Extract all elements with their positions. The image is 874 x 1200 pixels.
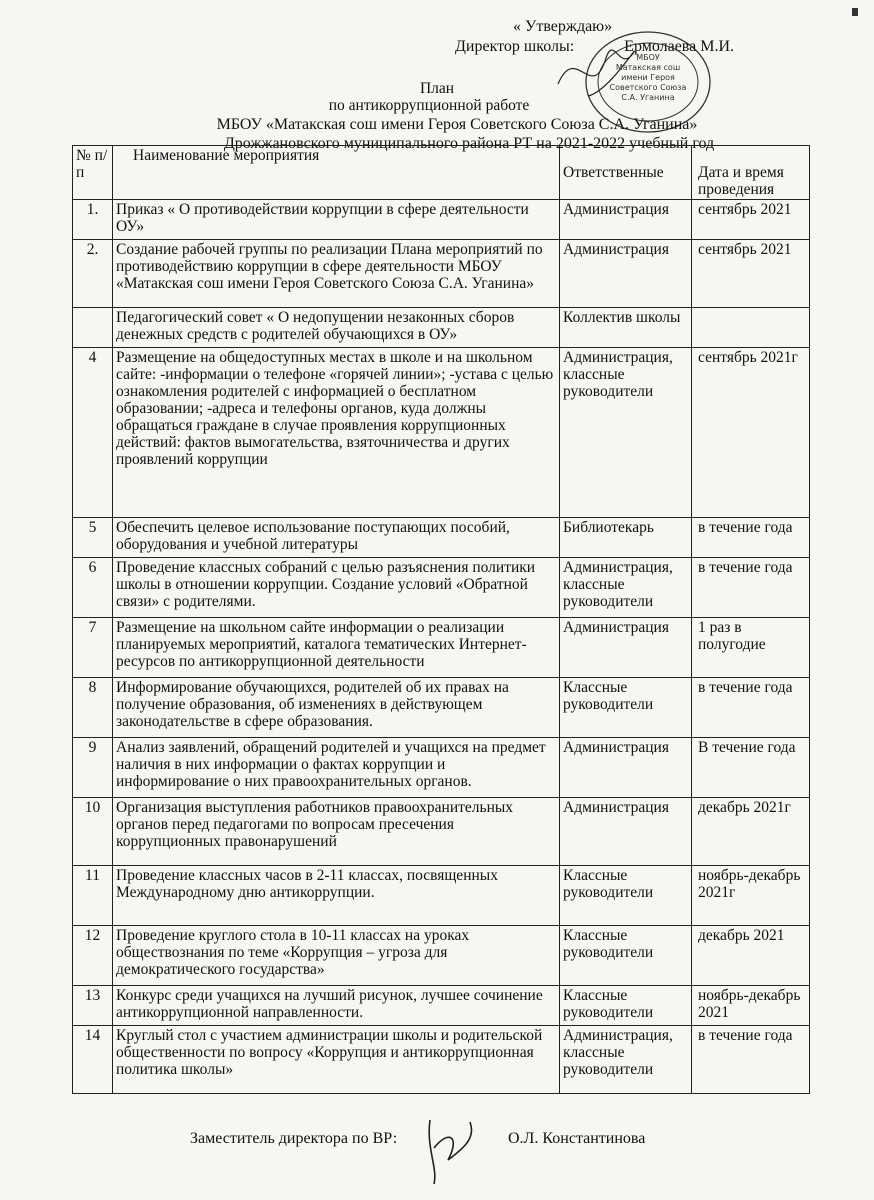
row-responsible: Классные руководители: [560, 678, 692, 738]
approval-name: Ермолаева М.И.: [624, 38, 735, 55]
svg-text:имени Героя: имени Героя: [621, 73, 675, 82]
table-row: [73, 986, 810, 1026]
row-name: Анализ заявлений, обращений родителей и учащихся на предмет наличия в них информации о фактах коррупции и информирование о них правоохранительных органов.: [113, 738, 560, 798]
table-row: [73, 618, 810, 678]
svg-text:Матакская сош: Матакская сош: [615, 63, 681, 72]
plan-school-name: МБОУ «Матакская сош имени Героя Советского Союза С.А. Уганина»: [216, 116, 698, 133]
row-name: Проведение классных собраний с целью разъяснения политики школы в отношении коррупции. Создание условий «Обратной связи» с родителями.: [113, 558, 560, 618]
svg-text:С.А. Уганина: С.А. Уганина: [621, 93, 675, 102]
row-responsible: Классные руководители: [560, 926, 692, 986]
row-name: Обеспечить целевое использование поступающих пособий, оборудования и учебной литературы: [113, 518, 560, 558]
row-num: 14: [73, 1026, 113, 1094]
table-row: [73, 866, 810, 926]
row-name: Круглый стол с участием администрации школы и родительской общественности по вопросу «Коррупция и антикоррупционная политика школы»: [113, 1026, 560, 1094]
row-name: Педагогический совет « О недопущении незаконных сборов денежных средств с родителей обучающихся в ОУ»: [113, 308, 560, 348]
row-num: 2.: [73, 240, 113, 308]
table-row: [73, 738, 810, 798]
row-date: сентябрь 2021: [692, 240, 810, 308]
scan-mark: [852, 8, 858, 16]
row-name: Проведение классных часов в 2-11 классах, посвященных Международному дню антикоррупции.: [113, 866, 560, 926]
row-name: Конкурс среди учащихся на лучший рисунок, лучшее сочинение антикоррупционной направленности.: [113, 986, 560, 1026]
plan-subtitle: по антикоррупционной работе: [328, 97, 530, 114]
deputy-signature: [420, 1108, 490, 1188]
row-date: сентябрь 2021г: [692, 348, 810, 518]
row-date: ноябрь-декабрь 2021: [692, 986, 810, 1026]
table-row: [73, 348, 810, 518]
header-name: Наименование мероприятия: [113, 146, 560, 200]
table-row: [73, 200, 810, 240]
row-date: 1 раз в полугодие: [692, 618, 810, 678]
row-date: декабрь 2021г: [692, 798, 810, 866]
header-responsible: Ответственные: [560, 146, 692, 200]
row-responsible: Классные руководители: [560, 986, 692, 1026]
table-row: [73, 926, 810, 986]
row-num: 6: [73, 558, 113, 618]
row-num: 10: [73, 798, 113, 866]
row-date: [692, 308, 810, 348]
row-date: в течение года: [692, 678, 810, 738]
row-responsible: Администрация: [560, 240, 692, 308]
svg-text:МБОУ: МБОУ: [636, 53, 660, 62]
row-name: Организация выступления работников правоохранительных органов перед педагогами по вопросам пресечения коррупционных правонарушений: [113, 798, 560, 866]
row-responsible: Администрация: [560, 200, 692, 240]
row-date: декабрь 2021: [692, 926, 810, 986]
table-row: [73, 518, 810, 558]
plan-district-year: Дрожжановского муниципального района РТ на 2021-2022 учебный год: [223, 135, 715, 152]
table-row: [73, 678, 810, 738]
header-num: № п/п: [73, 146, 113, 200]
approval-position: Директор школы:: [455, 38, 575, 55]
svg-text:Советского Союза: Советского Союза: [609, 83, 687, 92]
row-date: в течение года: [692, 518, 810, 558]
row-num: 5: [73, 518, 113, 558]
row-num: 13: [73, 986, 113, 1026]
row-num: 1.: [73, 200, 113, 240]
row-name: Размещение на общедоступных местах в школе и на школьном сайте: -информации о телефоне «горячей линии»; -устава с целью ознакомления родителей с информацией о бесплатном образовании; -адреса и телефоны органов, куда должны обращаться граждане в случае проявления коррупционных действий: фактов вымогательства, взяточничества и других проявлений коррупции: [113, 348, 560, 518]
row-name: Информирование обучающихся, родителей об их правах на получение образования, об изменениях в действующем законодательстве в сфере образования.: [113, 678, 560, 738]
table-row: [73, 798, 810, 866]
row-responsible: Администрация, классные руководители: [560, 348, 692, 518]
row-date: в течение года: [692, 1026, 810, 1094]
table-row: [73, 308, 810, 348]
row-responsible: Администрация: [560, 798, 692, 866]
header-date: Дата и время проведения: [692, 146, 810, 200]
row-num: 7: [73, 618, 113, 678]
row-responsible: Библиотекарь: [560, 518, 692, 558]
row-num: 11: [73, 866, 113, 926]
table-row: [73, 240, 810, 308]
row-date: сентябрь 2021: [692, 200, 810, 240]
plan-title: План: [419, 80, 455, 97]
row-num: [73, 308, 113, 348]
row-responsible: Коллектив школы: [560, 308, 692, 348]
row-name: Проведение круглого стола в 10-11 классах на уроках обществознания по теме «Коррупция – угроза для демократического государства»: [113, 926, 560, 986]
row-responsible: Администрация: [560, 618, 692, 678]
row-responsible: Администрация: [560, 738, 692, 798]
row-num: 9: [73, 738, 113, 798]
approval-heading: « Утверждаю»: [513, 18, 613, 35]
table-header-row: [73, 146, 810, 200]
row-num: 12: [73, 926, 113, 986]
table-body: [73, 200, 810, 1094]
row-name: Создание рабочей группы по реализации Плана мероприятий по противодействию коррупции в сфере деятельности МБОУ «Матакская сош имени Героя Советского Союза С.А. Уганина»: [113, 240, 560, 308]
table-row: [73, 558, 810, 618]
footer-name: О.Л. Константинова: [508, 1130, 646, 1147]
row-responsible: Администрация, классные руководители: [560, 1026, 692, 1094]
row-name: Размещение на школьном сайте информации о реализации планируемых мероприятий, каталога тематических Интернет-ресурсов по антикоррупционной деятельности: [113, 618, 560, 678]
row-date: В течение года: [692, 738, 810, 798]
row-responsible: Классные руководители: [560, 866, 692, 926]
footer-position: Заместитель директора по ВР:: [190, 1130, 398, 1147]
row-name: Приказ « О противодействии коррупции в сфере деятельности ОУ»: [113, 200, 560, 240]
row-num: 4: [73, 348, 113, 518]
row-date: в течение года: [692, 558, 810, 618]
plan-table: [72, 145, 810, 1094]
table-row: [73, 1026, 810, 1094]
row-responsible: Администрация, классные руководители: [560, 558, 692, 618]
row-num: 8: [73, 678, 113, 738]
row-date: ноябрь-декабрь 2021г: [692, 866, 810, 926]
